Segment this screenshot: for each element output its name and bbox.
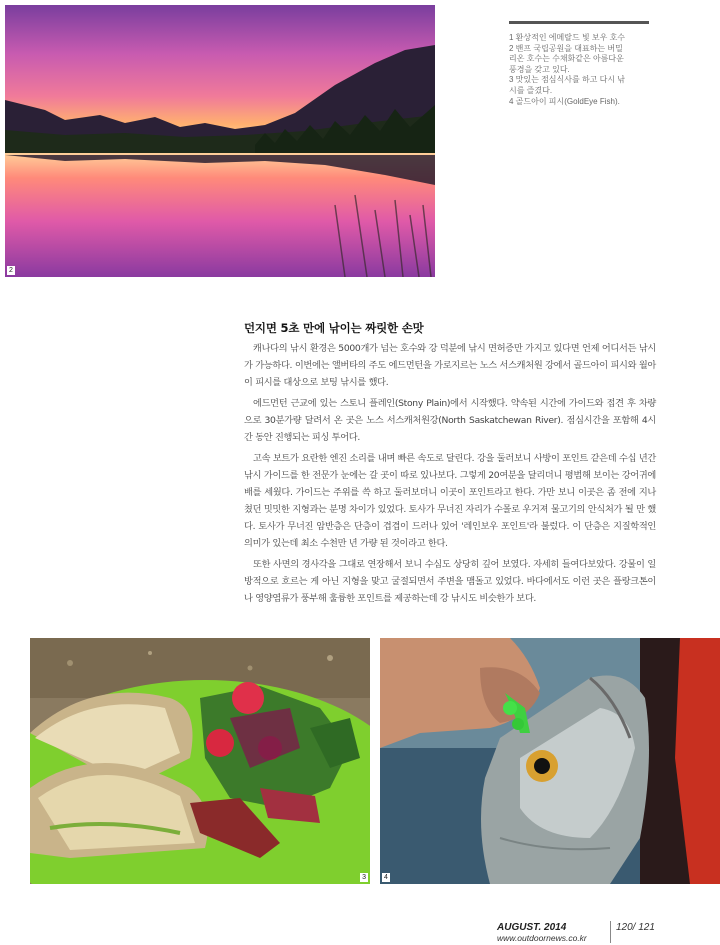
fish-photo — [380, 638, 720, 884]
caption-line: 풍경을 갖고 있다. — [509, 64, 570, 74]
photo-number-2: 2 — [9, 267, 13, 274]
caption-line: 1 환상적인 에메랄드 빛 보우 호수 — [509, 33, 626, 42]
article-heading: 던지면 5초 만에 낚이는 짜릿한 손맛 — [244, 321, 424, 335]
photo-number-3: 3 — [362, 874, 366, 881]
issue-date: AUGUST. 2014 — [497, 922, 567, 933]
website-url: www.outdoornews.co.kr — [497, 933, 587, 943]
lake-photo — [5, 5, 435, 277]
caption-line: 3 맛있는 점심식사를 하고 다시 낚 — [509, 75, 626, 85]
footer-divider — [610, 921, 611, 943]
photo-captions — [509, 33, 649, 107]
caption-divider — [509, 21, 649, 24]
photo-number-4: 4 — [384, 874, 388, 881]
article-paragraph: 캐나다의 낚시 환경은 5000개가 넘는 호수와 강 덕분에 낚시 면허증만 가지고 있다면 언제 어디서든 낚시가 가능하다. 이번에는 앨버타의 주도 에드먼턴을 가로지르는 노스 서스캐처원 강에서 골드아이 피시와 월아이 피시를 대상으로 보팅 낚시를 했다. — [244, 343, 656, 388]
caption-line: 4 골드아이 피시(GoldEye Fish). — [509, 96, 620, 106]
article-paragraph: 고속 보트가 요란한 엔진 소리를 내며 빠른 속도로 달린다. 강을 둘러보니 사방이 포인트 같은데 수십 년간 낚시 가이드를 한 전문가 눈에는 갈 곳이 따로 있나보다. 그렇게 20여분을 달리더니 평범해 보이는 강어귀에 배를 세웠다. 가이드는 주위를 쓱 하고 둘러보더니 이곳이 포인트라고 한다. 가만 보니 이곳은 좀 전에 지나쳤던 밋밋한 지형과는 분명 차이가 있었다. 토사가 무너진 자리가 수몰로 우거져 물고기의 안식처가 될 만 했다. 토사가 무너진 암반층은 단층이 겹겹이 드러나 있어 '레인보우 포인트'라 불렀다. 이 단층은 지질학적인 의미가 있는데 최소 수천만 년 가량 된 것이라고 한다. — [244, 453, 656, 549]
sandwich-photo — [30, 638, 370, 884]
caption-line: 시를 즐겼다. — [509, 85, 553, 95]
caption-line: 2 밴프 국립공원을 대표하는 버밀 — [509, 43, 623, 53]
goldeye-fish-image — [380, 638, 720, 884]
sandwich-salad-image — [30, 638, 370, 884]
article-paragraph: 에드먼턴 근교에 있는 스토니 플레인(Stony Plain)에서 시작했다. 약속된 시간에 가이드와 접견 후 차량으로 30분가량 달려서 온 곳은 노스 서스캐처원강(North Saskatchewan River). 점심시간을 포함해 4시간 동안 진행되는 피싱 투어다. — [244, 398, 656, 443]
caption-line: 리온 호수는 수채화같은 아름다운 — [509, 54, 624, 64]
article-paragraph: 또한 사면의 경사각을 그대로 연장해서 보니 수심도 상당히 깊어 보였다. 자세히 들여다보았다. 강물이 일방적으로 흐르는 게 아닌 지형을 맞고 굴절되면서 주변을 맴돌고 있었다. 바다에서도 이런 곳은 플랑크톤이나 영양염류가 풍부해 훌륭한 포인트를 제공하는데 강 낚시도 비슷한가 보다. — [244, 559, 656, 604]
page-numbers: 120/ 121 — [616, 922, 655, 933]
sunset-lake-image — [5, 5, 435, 277]
article-body — [244, 320, 656, 611]
